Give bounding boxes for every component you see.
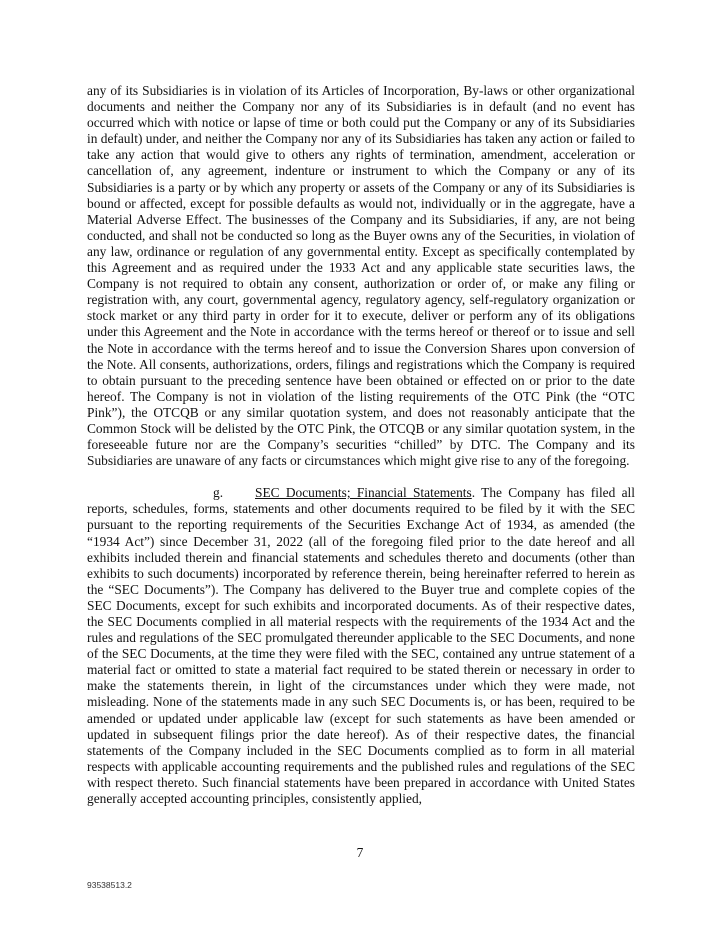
section-g-paragraph	[87, 485, 635, 807]
page-number: 7	[356, 845, 364, 860]
paragraph-continuation: any of its Subsidiaries is in violation of its Articles of Incorporation, By-laws or other organizational documents and neither the Company nor any of its Subsidiaries is in default (and no event has occurred which with notice or lapse of time or both could put the Company or any of its Subsidiaries in default) under, and neither the Company nor any of its Subsidiaries has taken any action or failed to take any action that would give to others any rights of termination, amendment, acceleration or cancellation of, any agreement, indenture or instrument to which the Company or any of its Subsidiaries is a party or by which any property or assets of the Company or any of its Subsidiaries is bound or affected, except for possible defaults as would not, individually or in the aggregate, have a Material Adverse Effect. The businesses of the Company and its Subsidiaries, if any, are not being conducted, and shall not be conducted so long as the Buyer owns any of the Securities, in violation of any law, ordinance or regulation of any governmental entity. Except as specifically contemplated by this Agreement and as required under the 1933 Act and any applicable state securities laws, the Company is not required to obtain any consent, authorization or order of, or make any filing or registration with, any court, governmental agency, regulatory agency, self-regulatory organization or stock market or any third party in order for it to execute, deliver or perform any of its obligations under this Agreement and the Note in accordance with the terms hereof or thereof or to issue and sell the Note in accordance with the terms hereof and to issue the Conversion Shares upon conversion of the Note. All consents, authorizations, orders, filings and registrations which the Company is required to obtain pursuant to the preceding sentence have been obtained or effected on or prior to the date hereof. The Company is not in violation of the listing requirements of the OTC Pink (the “OTC Pink”), the OTCQB or any similar quotation system, and does not reasonably anticipate that the Common Stock will be delisted by the OTC Pink, the OTCQB or any similar quotation system, in the foreseeable future nor are the Company’s securities “chilled” by DTC. The Company and its Subsidiaries are unaware of any facts or circumstances which might give rise to any of the foregoing.	[87, 83, 635, 469]
document-id: 93538513.2	[87, 880, 132, 890]
section-number: g.	[213, 485, 224, 501]
section-heading: SEC Documents; Financial Statements	[255, 485, 472, 501]
section-body-text: . The Company has filed all reports, schedules, forms, statements and other documents required to be filed by it with the SEC pursuant to the reporting requirements of the Securities Exchange Act of 1934, as amended (the “1934 Act”) since December 31, 2022 (all of the foregoing filed prior to the date hereof and all exhibits included therein and financial statements and schedules thereto and documents (other than exhibits to such documents) incorporated by reference therein, being hereinafter referred to herein as the “SEC Documents”). The Company has delivered to the Buyer true and complete copies of the SEC Documents, except for such exhibits and incorporated documents. As of their respective dates, the SEC Documents complied in all material respects with the requirements of the 1934 Act and the rules and regulations of the SEC promulgated thereunder applicable to the SEC Documents, and none of the SEC Documents, at the time they were filed with the SEC, contained any untrue statement of a material fact or omitted to state a material fact required to be stated therein or necessary in order to make the statements therein, in light of the circumstances under which they were made, not misleading. None of the statements made in any such SEC Documents is, or has been, required to be amended or updated under applicable law (except for such statements as have been amended or updated in subsequent filings prior the date hereof). As of their respective dates, the financial statements of the Company included in the SEC Documents complied as to form in all material respects with applicable accounting requirements and the published rules and regulations of the SEC with respect thereto. Such financial statements have been prepared in accordance with United States generally accepted accounting principles, consistently applied,	[87, 485, 635, 807]
document-body	[87, 83, 635, 807]
